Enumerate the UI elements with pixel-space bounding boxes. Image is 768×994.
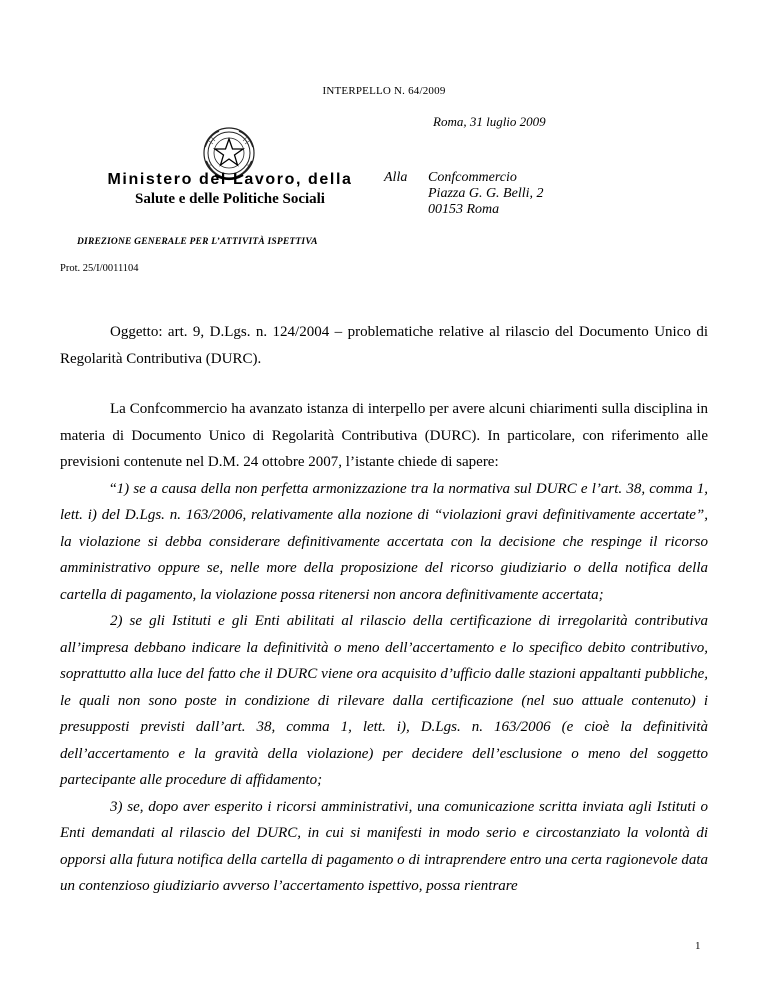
letter-date: Roma, 31 luglio 2009 xyxy=(433,114,546,129)
open-quote: “ xyxy=(110,480,117,497)
intro-paragraph: La Confcommercio ha avanzato istanza di interpello per avere alcuni chiarimenti sulla disciplina in materia di Documento Unico di Regolarità Contributiva (DURC). In particolare, con riferimento alle previsioni contenute nel D.M. 24 ottobre 2007, l’istante chiede di sapere: xyxy=(60,401,708,470)
ministry-name-line1: Ministero del Lavoro, della xyxy=(107,171,353,188)
recipient-address xyxy=(384,170,544,218)
ministry-name-line2: Salute e delle Politiche Sociali xyxy=(135,191,325,207)
subject-line: Oggetto: art. 9, D.Lgs. n. 124/2004 – problematiche relative al rilascio del Documento Unico di Regolarità Contributiva (DURC). xyxy=(60,324,708,367)
question-3: 3) se, dopo aver esperito i ricorsi amministrativi, una comunicazione scritta inviata agli Istituti o Enti demandati al rilascio del DURC, in cui si manifesti in modo serio e circostanziato la volontà di opporsi alla futura notifica della cartella di pagamento o di intraprendere entro una certa ragionevole data un contenzioso giudiziario avverso l’accertamento ispettivo, possa rientrare xyxy=(60,798,708,894)
recipient-name: Confcommercio xyxy=(428,170,517,185)
letter-body xyxy=(60,396,708,900)
department-name: DIREZIONE GENERALE PER L’ATTIVITÀ ISPETTIVA xyxy=(77,237,318,247)
recipient-prefix: Alla xyxy=(384,170,408,185)
ministry-name xyxy=(100,171,360,208)
page-number: 1 xyxy=(695,940,701,952)
recipient-block xyxy=(428,170,544,218)
question-1-text: 1) se a causa della non perfetta armonizzazione tra la normativa sul DURC e l’art. 38, comma 1, lett. i) del D.Lgs. n. 163/2006, relativamente alla nozione di “violazioni gravi definitivamente accertate”, la violazione si debba considerare definitivamente accertata con la decisione che respinge il ricorso amministrativo oppure se, nelle more della proposizione del ricorso giudiziario o della notifica della cartella di pagamento, la violazione possa ritenersi non ancora definitivamente accertata; xyxy=(60,480,708,603)
protocol-number: Prot. 25/I/0011104 xyxy=(60,263,139,274)
question-2: 2) se gli Istituti e gli Enti abilitati al rilascio della certificazione di irregolarità contributiva all’impresa debbano indicare la definitività o meno dell’accertamento e lo specifico debito contributivo, soprattutto alla luce del fatto che il DURC viene ora acquisito d’ufficio dalle stazioni appaltanti pubbliche, le quali non sono poste in condizione di rilevare dalla certificazione (nel suo attuale contenuto) i presupposti previsti dall’art. 38, comma 1, lett. i), D.Lgs. n. 163/2006 (e cioè la definitività dell’accertamento e la gravità della violazione) per decidere dell’esclusione o meno del soggetto partecipante alle procedure di affidamento; xyxy=(60,613,708,788)
interpello-number: INTERPELLO N. 64/2009 xyxy=(322,85,446,97)
question-1 xyxy=(60,476,708,609)
recipient-street: Piazza G. G. Belli, 2 xyxy=(428,186,544,201)
recipient-city: 00153 Roma xyxy=(428,202,500,217)
